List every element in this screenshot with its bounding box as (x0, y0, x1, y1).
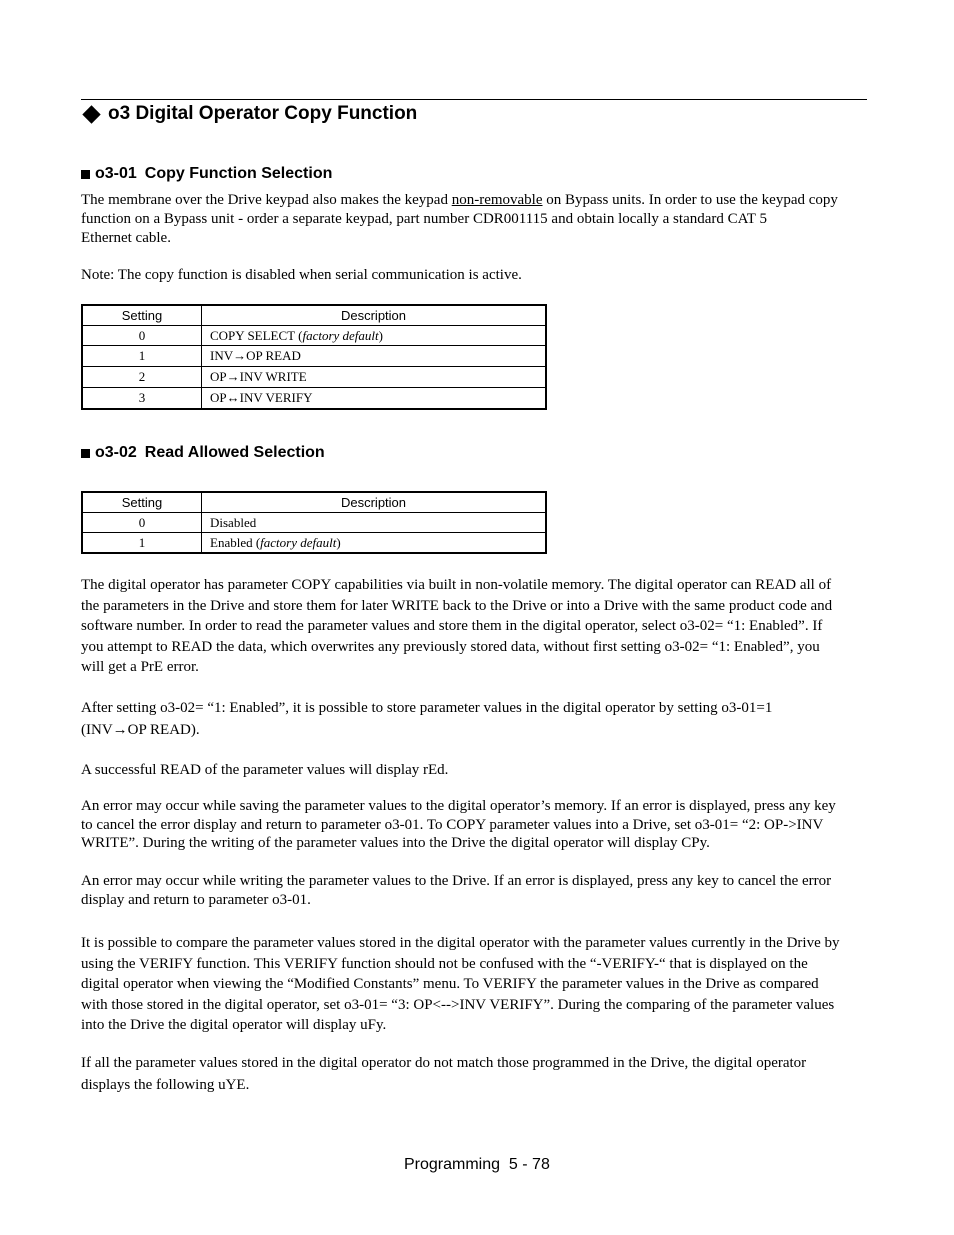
para-text: The membrane over the Drive keypad also makes the keypad (81, 192, 452, 208)
para-text: WRITE”. During the writing of the parameter values into the Drive the digital operator will display CPy. (81, 835, 710, 851)
subsection-title: Read Allowed Selection (144, 444, 325, 461)
underlined-text: non-removable (451, 192, 543, 208)
subsection-heading-o3-02 (81, 444, 325, 462)
table-row (82, 346, 546, 367)
setting-cell: 2 (82, 367, 202, 388)
subsection-title: Copy Function Selection (144, 165, 333, 182)
para-text: display and return to parameter o3-01. (81, 892, 311, 908)
setting-cell: 3 (82, 388, 202, 410)
description-cell: COPY SELECT (factory default) (202, 326, 547, 346)
column-header: Setting (82, 492, 202, 513)
mismatch-paragraph (81, 1052, 871, 1096)
square-bullet-icon (81, 170, 90, 179)
table-header-row (82, 305, 546, 326)
subsection-heading-o3-01 (81, 165, 332, 183)
para-text: will get a PrE error. (81, 659, 199, 675)
description-cell: OP↔INV VERIFY (202, 388, 547, 410)
setting-cell: 1 (82, 346, 202, 367)
copy-capabilities-paragraph (81, 575, 871, 678)
para-text: to cancel the error display and return to parameter o3-01. To COPY parameter values into a Drive, set o3-01= “2: OP->INV (81, 816, 824, 833)
para-text: the parameters in the Drive and store them for later WRITE back to the Drive or into a Drive with the same product code and (81, 597, 833, 614)
note-text: Note: The copy function is disabled when serial communication is active. (81, 267, 522, 283)
setting-cell: 0 (82, 326, 202, 346)
saving-error-paragraph (81, 797, 871, 853)
para-text: digital operator when viewing the “Modified Constants” menu. To VERIFY the parameter values in the Drive as compared (81, 976, 819, 992)
description-cell: OP→INV WRITE (202, 367, 547, 388)
column-header: Setting (82, 305, 202, 326)
para-text: you attempt to READ the data, which overwrites any previously stored data, without first setting o3-02= “1: Enabled”, you (81, 638, 820, 655)
square-bullet-icon (81, 449, 90, 458)
setting-cell: 0 (82, 513, 202, 533)
setting-cell: 1 (82, 533, 202, 554)
para-text: using the VERIFY function. This VERIFY function should not be confused with the “-VERIFY-“ that is displayed on the (81, 955, 808, 972)
para-text: (INV→OP READ). (81, 722, 200, 738)
column-header: Description (202, 492, 547, 513)
section-title: o3 Digital Operator Copy Function (108, 103, 418, 124)
para-text: into the Drive the digital operator will display uFy. (81, 1017, 387, 1033)
after-setting-paragraph (81, 697, 871, 741)
para-text: software number. In order to read the parameter values and store them in the digital operator, select o3-02= “1: Enabled”. If (81, 618, 823, 634)
copy-function-table (81, 304, 547, 410)
top-rule (81, 99, 867, 100)
page-footer: Programming 5 - 78 (404, 1156, 550, 1173)
successful-read-paragraph: A successful READ of the parameter values will display rEd. (81, 762, 449, 778)
verify-paragraph (81, 933, 871, 1036)
para-text: After setting o3-02= “1: Enabled”, it is possible to store parameter values in the digital operator by setting o3-01=1 (81, 700, 773, 716)
column-header: Description (202, 305, 547, 326)
section-heading (81, 103, 417, 125)
description-cell: Disabled (202, 513, 547, 533)
para-text: displays the following uYE. (81, 1077, 250, 1093)
table-row (82, 326, 546, 346)
para-text: The digital operator has parameter COPY capabilities via built in non-volatile memory. The digital operator can READ all of (81, 577, 832, 593)
para-text: with those stored in the digital operator, set o3-01= “3: OP<-->INV VERIFY”. During the comparing of the parameter values (81, 996, 835, 1013)
parameter-code: o3-01 (95, 165, 137, 182)
table-row (82, 367, 546, 388)
para-text: An error may occur while saving the parameter values to the digital operator’s memory. If an error is displayed, press any key (81, 798, 836, 814)
para-text: If all the parameter values stored in the digital operator do not match those programmed in the Drive, the digital operator (81, 1055, 807, 1071)
table-row (82, 533, 546, 554)
diamond-bullet-icon (82, 105, 100, 123)
description-cell: Enabled (factory default) (202, 533, 547, 554)
table-row (82, 513, 546, 533)
para-text: An error may occur while writing the parameter values to the Drive. If an error is displayed, press any key to cancel the error (81, 873, 832, 889)
para-text: It is possible to compare the parameter values stored in the digital operator with the parameter values currently in the Drive by (81, 935, 840, 951)
table-row (82, 388, 546, 410)
read-allowed-table (81, 491, 547, 554)
para-text: on Bypass units. In order to use the keypad copy (542, 192, 838, 208)
table-header-row (82, 492, 546, 513)
bypass-keypad-paragraph (81, 191, 871, 248)
para-text: function on a Bypass unit - order a separate keypad, part number CDR001115 and obtain locally a standard CAT 5 (81, 211, 767, 227)
parameter-code: o3-02 (95, 444, 137, 461)
writing-error-paragraph (81, 872, 871, 910)
para-text: Ethernet cable. (81, 230, 171, 246)
description-cell: INV→OP READ (202, 346, 547, 367)
